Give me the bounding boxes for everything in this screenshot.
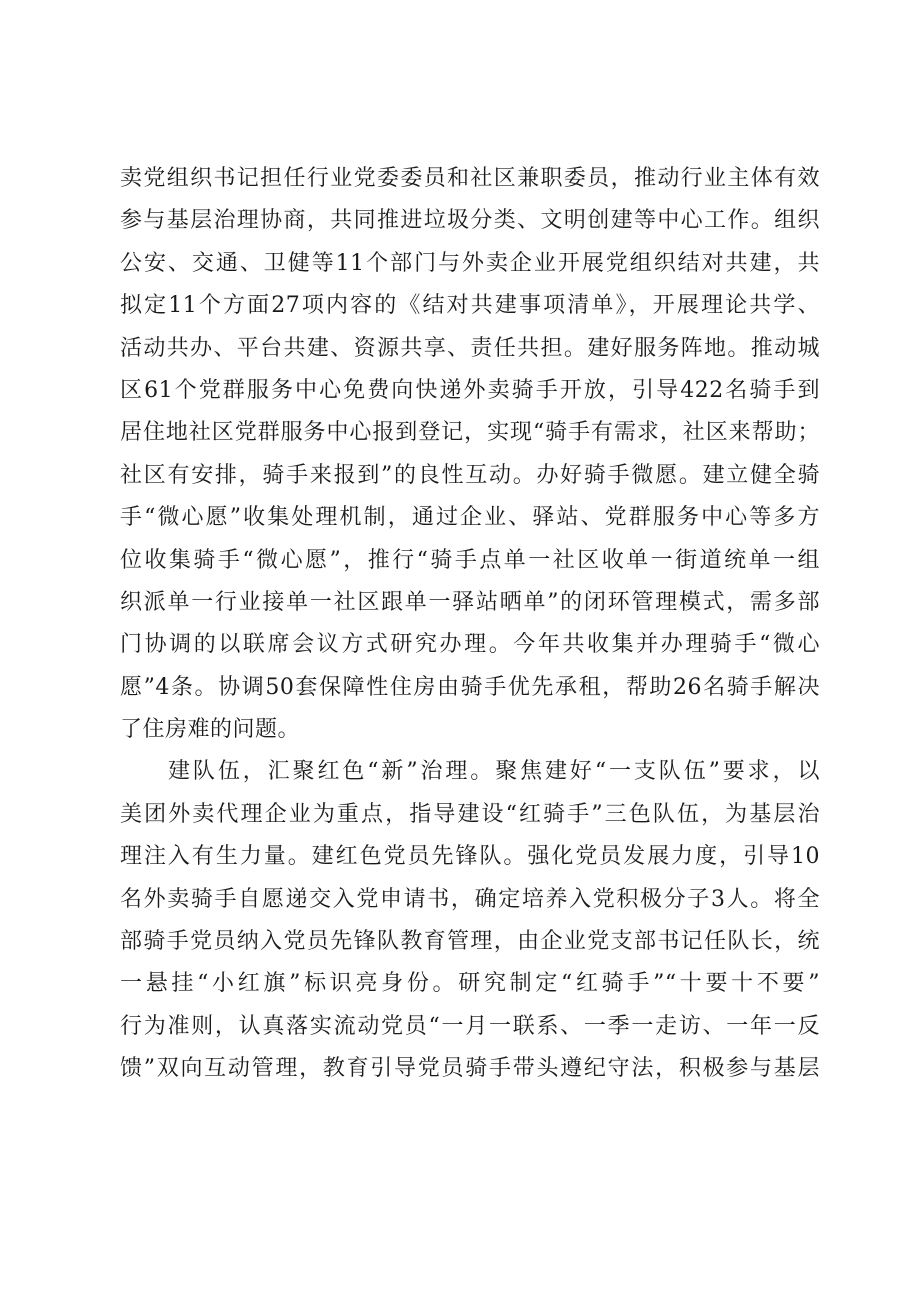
- text-line: 手“微心愿”收集处理机制，通过企业、驿站、党群服务中心等多方: [120, 505, 820, 531]
- text-line: 居住地社区党群服务中心报到登记，实现“骑手有需求，社区来帮助；: [120, 420, 820, 446]
- text-line: 活动共办、平台共建、资源共享、责任共担。建好服务阵地。推动城: [120, 335, 820, 361]
- text-line: 门协调的以联席会议方式研究办理。今年共收集并办理骑手“微心: [120, 632, 820, 658]
- text-line: 位收集骑手“微心愿”，推行“骑手点单一社区收单一街道统单一组: [120, 547, 820, 573]
- paragraph-2: [120, 751, 820, 1090]
- text-line: 公安、交通、卫健等11个部门与外卖企业开展党组织结对共建，共: [120, 250, 820, 276]
- text-line: 部骑手党员纳入党员先锋队教育管理，由企业党支部书记任队长，统: [120, 929, 820, 955]
- text-line: 社区有安排，骑手来报到”的良性互动。办好骑手微愿。建立健全骑: [120, 462, 820, 488]
- text-line: 拟定11个方面27项内容的《结对共建事项清单》，开展理论共学、: [120, 293, 820, 319]
- text-line: 建队伍，汇聚红色“新”治理。聚焦建好“一支队伍”要求，以: [168, 759, 820, 785]
- text-line: 区61个党群服务中心免费向快递外卖骑手开放，引导422名骑手到: [120, 377, 820, 403]
- text-line: 美团外卖代理企业为重点，指导建设“红骑手”三色队伍，为基层治: [120, 801, 820, 827]
- text-line: 名外卖骑手自愿递交入党申请书，确定培养入党积极分子3人。将全: [120, 886, 820, 912]
- text-line: 理注入有生力量。建红色党员先锋队。强化党员发展力度，引导10: [120, 844, 820, 870]
- text-line: 参与基层治理协商，共同推进垃圾分类、文明创建等中心工作。组织: [120, 208, 820, 234]
- text-line: 卖党组织书记担任行业党委委员和社区兼职委员，推动行业主体有效: [120, 166, 820, 191]
- paragraph-1: [120, 158, 820, 751]
- text-line: 行为准则，认真落实流动党员“一月一联系、一季一走访、一年一反: [120, 1013, 820, 1039]
- text-line: 了住房难的问题。: [120, 717, 301, 743]
- document-body: [120, 158, 820, 1091]
- text-line: 愿”4条。协调50套保障性住房由骑手优先承租，帮助26名骑手解决: [120, 674, 820, 700]
- text-line: 一悬挂“小红旗”标识亮身份。研究制定“红骑手”“十要十不要”: [120, 971, 820, 997]
- text-line: 馈”双向互动管理，教育引导党员骑手带头遵纪守法，积极参与基层: [120, 1056, 820, 1082]
- text-line: 织派单一行业接单一社区跟单一驿站晒单”的闭环管理模式，需多部: [120, 589, 820, 615]
